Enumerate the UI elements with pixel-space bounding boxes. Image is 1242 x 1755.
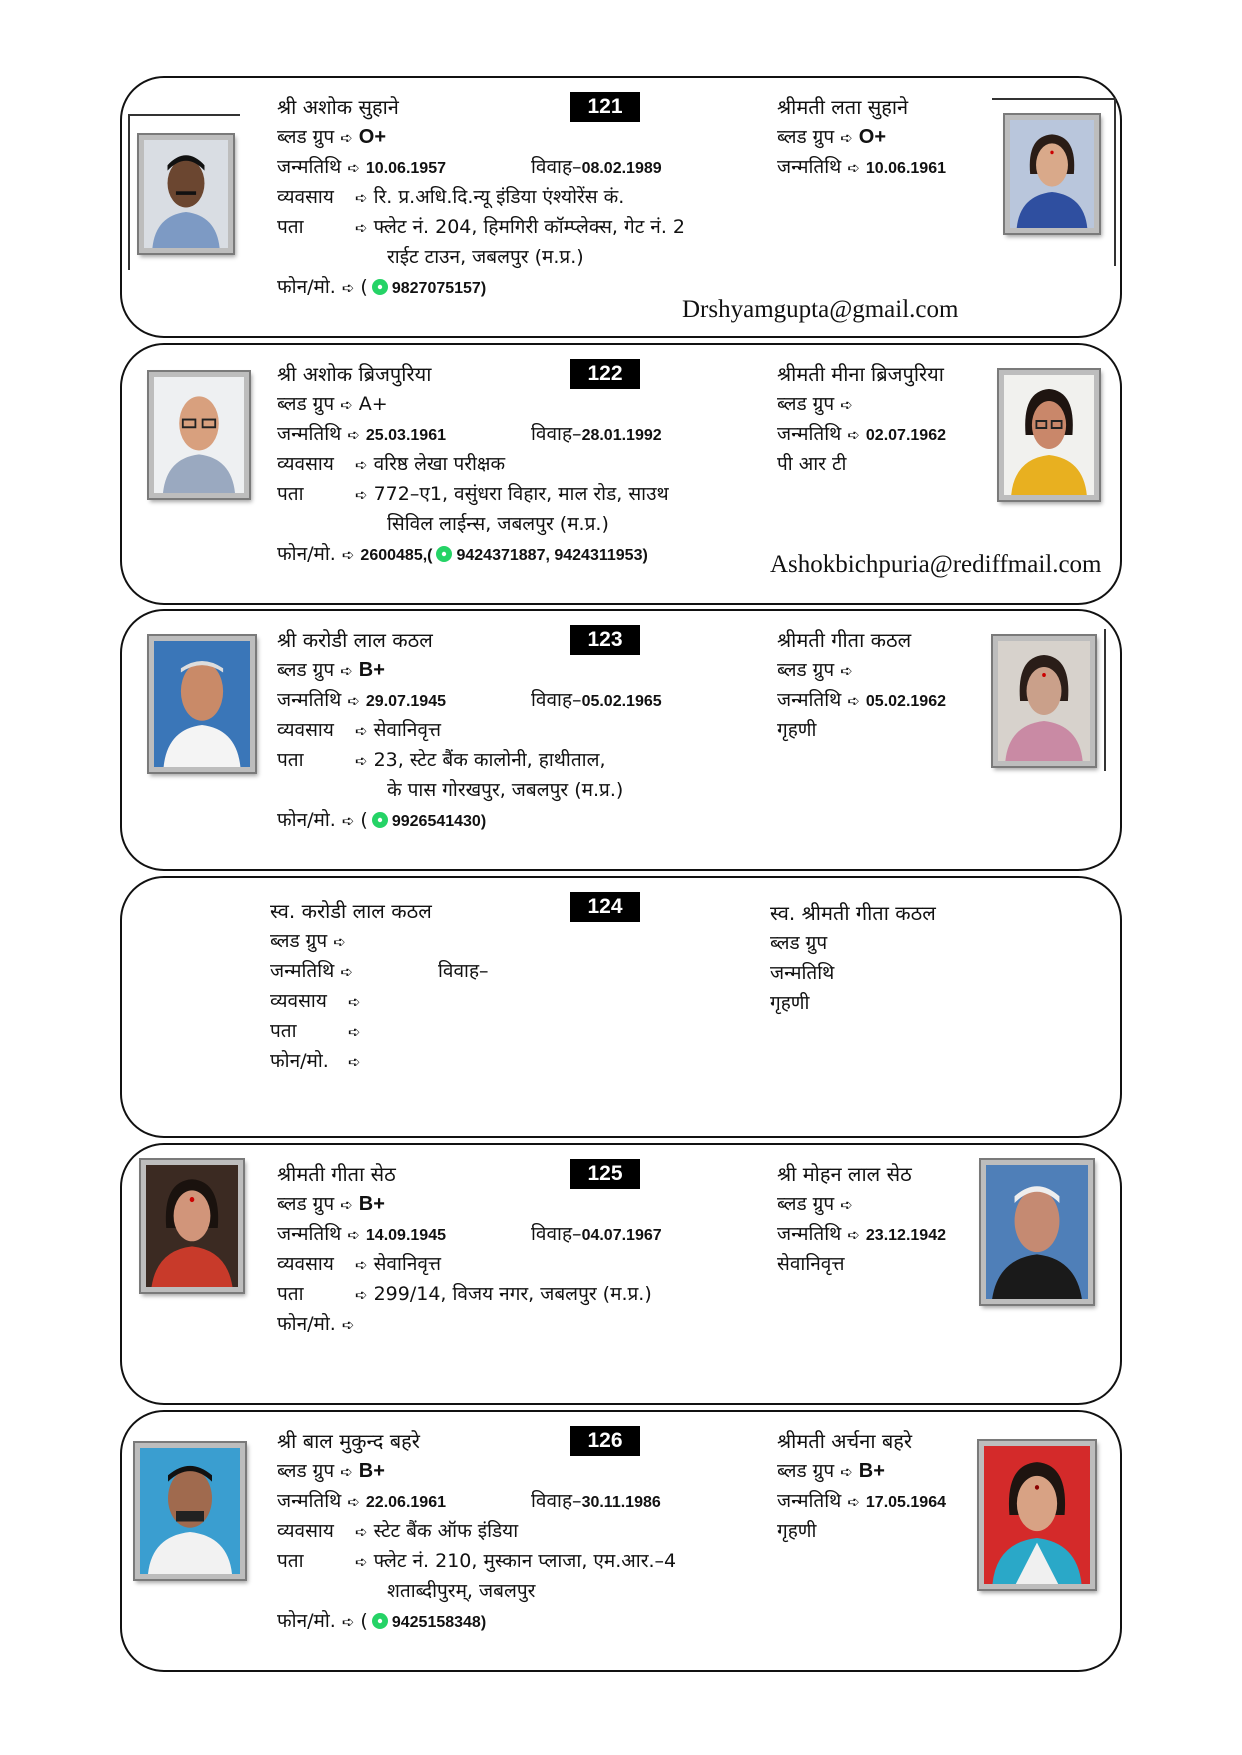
- arrow-icon: ➪: [355, 722, 368, 740]
- wife-name: श्री मोहन लाल सेठ: [777, 1162, 912, 1186]
- husband-blood: A+: [358, 393, 388, 415]
- contact-email: Ashokbichpuria@rediffmail.com: [770, 551, 1102, 578]
- husband-occupation: वरिष्ठ लेखा परीक्षक: [373, 453, 506, 475]
- arrow-icon: ➪: [840, 129, 853, 147]
- arrow-icon: ➪: [341, 279, 355, 297]
- dob-label: जन्मतिथि: [277, 423, 342, 445]
- marriage-date: 08.02.1989: [581, 160, 662, 177]
- husband-occupation-row: [270, 986, 810, 1016]
- husband-blood: B+: [358, 1460, 385, 1482]
- address-label: पता: [277, 216, 304, 238]
- marriage-date: 30.11.1986: [581, 1494, 661, 1511]
- marriage-field: [438, 956, 489, 986]
- wife-dob: 02.07.1962: [865, 427, 946, 444]
- husband-address-line2: के पास गोरखपुर, जबलपुर (म.प्र.): [387, 779, 624, 801]
- husband-address-row: [277, 1279, 817, 1309]
- blood-label: ब्लड ग्रुप: [277, 393, 335, 415]
- marriage-field: [531, 419, 662, 451]
- arrow-icon: ➪: [347, 1226, 360, 1244]
- entry-number: 125: [570, 1159, 640, 1189]
- wife-details: [770, 898, 1000, 1018]
- occupation-label: व्यवसाय: [277, 453, 334, 475]
- marriage-date: 04.07.1967: [581, 1227, 662, 1244]
- arrow-icon: ➪: [347, 426, 360, 444]
- phone-prefix: (: [360, 276, 368, 298]
- husband-address-line2: शताब्दीपुरम्, जबलपुर: [387, 1580, 536, 1602]
- arrow-icon: ➪: [341, 1316, 355, 1334]
- wife-details: [777, 1159, 1007, 1279]
- arrow-icon: ➪: [847, 692, 860, 710]
- dob-label: जन्मतिथि: [777, 689, 842, 711]
- husband-name: श्री करोडी लाल कठल: [277, 628, 433, 652]
- wife-dob-row: [777, 685, 1007, 715]
- husband-name: श्री अशोक सुहाने: [277, 95, 399, 119]
- arrow-icon: ➪: [355, 1523, 368, 1541]
- wife-details: [777, 1426, 1007, 1546]
- husband-dob: 10.06.1957: [365, 160, 446, 177]
- husband-blood-row: [277, 1189, 817, 1219]
- wife-dob-row: [777, 1486, 1007, 1516]
- husband-name: श्री अशोक ब्रिजपुरिया: [277, 362, 432, 386]
- husband-blood-row: [277, 122, 817, 152]
- husband-details: [277, 359, 817, 569]
- blood-label: ब्लड ग्रुप: [777, 393, 835, 415]
- husband-dob-row: [277, 152, 817, 182]
- arrow-icon: ➪: [347, 1493, 360, 1511]
- marriage-label: विवाह–: [531, 156, 582, 178]
- marriage-label: विवाह–: [531, 689, 582, 711]
- wife-name: श्रीमती अर्चना बहरे: [777, 1429, 913, 1453]
- wife-extra: गृहणी: [777, 1520, 817, 1542]
- phone-label: फोन/मो.: [270, 1050, 329, 1072]
- entry-number: 123: [570, 625, 640, 655]
- arrow-icon: ➪: [340, 1196, 353, 1214]
- wife-dob: 10.06.1961: [865, 160, 946, 177]
- husband-phone-row: [270, 1046, 810, 1076]
- member-card-121: [120, 76, 1122, 338]
- occupation-label: व्यवसाय: [270, 990, 327, 1012]
- husband-blood-row: [277, 655, 817, 685]
- dob-label: जन्मतिथि: [777, 1490, 842, 1512]
- arrow-icon: ➪: [340, 662, 353, 680]
- blood-label: ब्लड ग्रुप: [777, 1460, 835, 1482]
- member-card-124: [120, 876, 1122, 1138]
- arrow-icon: ➪: [341, 812, 355, 830]
- member-card-126: [120, 1410, 1122, 1672]
- husband-details: [277, 625, 817, 835]
- husband-dob-row: [277, 419, 817, 449]
- dob-label: जन्मतिथि: [277, 1223, 342, 1245]
- wife-blood-label: ब्लड ग्रुप: [770, 932, 828, 954]
- husband-dob-row: [277, 1486, 817, 1516]
- arrow-icon: ➪: [355, 1286, 368, 1304]
- address-label: पता: [277, 749, 304, 771]
- wife-name: स्व. श्रीमती गीता कठल: [770, 901, 936, 925]
- husband-address-line1: 23, स्टेट बैंक कालोनी, हाथीताल,: [373, 749, 606, 771]
- phone-label: फोन/मो.: [277, 809, 336, 831]
- husband-blood: O+: [358, 126, 387, 148]
- blood-label: ब्लड ग्रुप: [270, 930, 328, 952]
- arrow-icon: ➪: [840, 396, 853, 414]
- husband-dob: 22.06.1961: [365, 1494, 446, 1511]
- blood-label: ब्लड ग्रुप: [277, 1193, 335, 1215]
- blood-label: ब्लड ग्रुप: [277, 126, 335, 148]
- phone-label: फोन/मो.: [277, 543, 336, 565]
- phone-prefix: (: [360, 809, 368, 831]
- arrow-icon: ➪: [355, 486, 368, 504]
- husband-occupation-row: [277, 449, 817, 479]
- husband-details: [277, 1159, 817, 1339]
- wife-dob: 05.02.1962: [865, 693, 946, 710]
- marriage-field: [531, 152, 662, 184]
- member-card-122: [120, 343, 1122, 605]
- blood-label: ब्लड ग्रुप: [777, 659, 835, 681]
- arrow-icon: ➪: [355, 752, 368, 770]
- phone-prefix: 2600485,(: [360, 547, 433, 564]
- husband-phone-row: [277, 805, 817, 835]
- husband-address-line2: राईट टाउन, जबलपुर (म.प्र.): [387, 246, 584, 268]
- wife-dob-row: [777, 152, 1007, 182]
- husband-phone: 9424371887, 9424311953): [456, 547, 648, 564]
- occupation-label: व्यवसाय: [277, 1520, 334, 1542]
- arrow-icon: ➪: [840, 1463, 853, 1481]
- husband-address-line1: फ्लेट नं. 204, हिमगिरी कॉम्प्लेक्स, गेट नं. 2: [373, 216, 686, 238]
- member-card-123: [120, 609, 1122, 871]
- wife-blood: B+: [858, 1460, 885, 1482]
- wife-photo: [992, 635, 1096, 767]
- husband-occupation: रि. प्र.अधि.दि.न्यू इंडिया एंश्योरेंस कं.: [373, 186, 625, 208]
- marriage-date: 28.01.1992: [581, 427, 662, 444]
- husband-photo: [148, 371, 250, 499]
- husband-address-line1: 772–ए1, वसुंधरा विहार, माल रोड, साउथ: [373, 483, 669, 505]
- husband-phone-row: [277, 1309, 817, 1339]
- wife-extra: सेवानिवृत्त: [777, 1253, 845, 1275]
- arrow-icon: ➪: [840, 1196, 853, 1214]
- arrow-icon: ➪: [355, 1553, 368, 1571]
- husband-address-line1: फ्लेट नं. 210, मुस्कान प्लाजा, एम.आर.–4: [373, 1550, 677, 1572]
- marriage-label: विवाह–: [531, 1223, 582, 1245]
- arrow-icon: ➪: [348, 1053, 361, 1071]
- husband-address-line2: सिविल लाईन्स, जबलपुर (म.प्र.): [387, 513, 609, 535]
- husband-occupation: सेवानिवृत्त: [373, 719, 442, 741]
- dob-label: जन्मतिथि: [777, 1223, 842, 1245]
- arrow-icon: ➪: [340, 396, 353, 414]
- entry-number: 121: [570, 92, 640, 122]
- dob-label: जन्मतिथि: [277, 1490, 342, 1512]
- marriage-date: 05.02.1965: [581, 693, 662, 710]
- phone-label: फोन/मो.: [277, 1313, 336, 1335]
- arrow-icon: ➪: [348, 993, 361, 1011]
- wife-name: श्रीमती मीना ब्रिजपुरिया: [777, 362, 944, 386]
- contact-email: Drshyamgupta@gmail.com: [682, 296, 959, 323]
- member-card-125: [120, 1143, 1122, 1405]
- wife-extra: गृहणी: [770, 992, 810, 1014]
- blood-label: ब्लड ग्रुप: [777, 126, 835, 148]
- arrow-icon: ➪: [847, 1226, 860, 1244]
- entry-number: 124: [570, 892, 640, 922]
- husband-dob-row: [270, 956, 810, 986]
- wife-photo: [1004, 114, 1100, 234]
- husband-dob-row: [277, 685, 817, 715]
- wife-extra: गृहणी: [777, 719, 817, 741]
- husband-name: श्री बाल मुकुन्द बहरे: [277, 1429, 420, 1453]
- phone-label: फोन/मो.: [277, 1610, 336, 1632]
- husband-occupation: स्टेट बैंक ऑफ इंडिया: [373, 1520, 519, 1542]
- wife-blood: O+: [858, 126, 887, 148]
- wife-name: श्रीमती लता सुहाने: [777, 95, 909, 119]
- husband-occupation-row: [277, 1249, 817, 1279]
- husband-occupation-row: [277, 182, 817, 212]
- whatsapp-icon: [372, 812, 388, 828]
- wife-dob: 23.12.1942: [865, 1227, 946, 1244]
- dob-label: जन्मतिथि: [777, 423, 842, 445]
- blood-label: ब्लड ग्रुप: [277, 1460, 335, 1482]
- arrow-icon: ➪: [347, 692, 360, 710]
- husband-phone: 9827075157): [391, 280, 487, 297]
- wife-blood-row: [777, 1456, 1007, 1486]
- husband-blood-row: [270, 926, 810, 956]
- address-label: पता: [277, 483, 304, 505]
- marriage-field: [531, 1219, 662, 1251]
- husband-address-row: [277, 745, 817, 775]
- husband-phone: 9926541430): [391, 813, 487, 830]
- husband-address-row: [277, 212, 817, 242]
- arrow-icon: ➪: [847, 1493, 860, 1511]
- wife-blood-row: [777, 389, 1007, 419]
- husband-dob: 14.09.1945: [365, 1227, 446, 1244]
- marriage-label: विवाह–: [531, 1490, 582, 1512]
- marriage-label: विवाह–: [438, 960, 489, 982]
- arrow-icon: ➪: [333, 933, 346, 951]
- husband-phone-row: [277, 1606, 817, 1636]
- entry-number: 122: [570, 359, 640, 389]
- husband-details: [277, 92, 817, 302]
- husband-phone: 9425158348): [391, 1614, 487, 1631]
- wife-dob-label: जन्मतिथि: [770, 962, 835, 984]
- husband-details: [270, 896, 810, 1076]
- blood-label: ब्लड ग्रुप: [277, 659, 335, 681]
- dob-label: जन्मतिथि: [277, 156, 342, 178]
- arrow-icon: ➪: [355, 219, 368, 237]
- dob-label: जन्मतिथि: [777, 156, 842, 178]
- phone-label: फोन/मो.: [277, 276, 336, 298]
- wife-dob-row: [777, 419, 1007, 449]
- entry-number: 126: [570, 1426, 640, 1456]
- arrow-icon: ➪: [355, 1256, 368, 1274]
- wife-dob-row: [777, 1219, 1007, 1249]
- dob-label: जन्मतिथि: [270, 960, 335, 982]
- husband-photo: [140, 1159, 244, 1293]
- address-label: पता: [270, 1020, 297, 1042]
- address-label: पता: [277, 1550, 304, 1572]
- husband-occupation-row: [277, 715, 817, 745]
- arrow-icon: ➪: [348, 1023, 361, 1041]
- husband-photo: [148, 635, 256, 773]
- arrow-icon: ➪: [341, 546, 355, 564]
- husband-blood-row: [277, 1456, 817, 1486]
- arrow-icon: ➪: [355, 189, 368, 207]
- arrow-icon: ➪: [840, 662, 853, 680]
- husband-details: [277, 1426, 817, 1636]
- arrow-icon: ➪: [340, 129, 353, 147]
- husband-occupation-row: [277, 1516, 817, 1546]
- photo-frame-decor: [1104, 629, 1106, 771]
- arrow-icon: ➪: [340, 963, 353, 981]
- marriage-field: [531, 685, 662, 717]
- dob-label: जन्मतिथि: [277, 689, 342, 711]
- wife-blood-row: [777, 655, 1007, 685]
- whatsapp-icon: [372, 1613, 388, 1629]
- husband-blood: B+: [358, 1193, 385, 1215]
- wife-photo: [978, 1440, 1096, 1590]
- arrow-icon: ➪: [341, 1613, 355, 1631]
- husband-address-line1: 299/14, विजय नगर, जबलपुर (म.प्र.): [373, 1283, 652, 1305]
- arrow-icon: ➪: [847, 426, 860, 444]
- marriage-label: विवाह–: [531, 423, 582, 445]
- occupation-label: व्यवसाय: [277, 186, 334, 208]
- occupation-label: व्यवसाय: [277, 719, 334, 741]
- wife-photo: [980, 1159, 1094, 1305]
- arrow-icon: ➪: [340, 1463, 353, 1481]
- husband-dob-row: [277, 1219, 817, 1249]
- husband-address-row: [270, 1016, 810, 1046]
- wife-dob: 17.05.1964: [865, 1494, 946, 1511]
- wife-details: [777, 359, 1007, 479]
- wife-blood-row: [777, 122, 1007, 152]
- husband-dob: 25.03.1961: [365, 427, 446, 444]
- address-label: पता: [277, 1283, 304, 1305]
- husband-blood-row: [277, 389, 817, 419]
- husband-occupation: सेवानिवृत्त: [373, 1253, 442, 1275]
- marriage-field: [531, 1486, 661, 1518]
- wife-details: [777, 92, 1007, 182]
- occupation-label: व्यवसाय: [277, 1253, 334, 1275]
- whatsapp-icon: [436, 546, 452, 562]
- husband-photo: [138, 134, 234, 254]
- blood-label: ब्लड ग्रुप: [777, 1193, 835, 1215]
- husband-blood: B+: [358, 659, 385, 681]
- husband-address-row: [277, 1546, 817, 1576]
- arrow-icon: ➪: [355, 456, 368, 474]
- husband-photo: [134, 1442, 246, 1580]
- arrow-icon: ➪: [847, 159, 860, 177]
- arrow-icon: ➪: [347, 159, 360, 177]
- husband-name: श्रीमती गीता सेठ: [277, 1162, 396, 1186]
- wife-extra: पी आर टी: [777, 453, 847, 475]
- husband-phone-row: [277, 539, 817, 569]
- wife-details: [777, 625, 1007, 745]
- husband-address-row: [277, 479, 817, 509]
- husband-name: स्व. करोडी लाल कठल: [270, 899, 432, 923]
- phone-prefix: (: [360, 1610, 368, 1632]
- whatsapp-icon: [372, 279, 388, 295]
- wife-name: श्रीमती गीता कठल: [777, 628, 912, 652]
- wife-photo: [998, 369, 1100, 501]
- wife-blood-row: [777, 1189, 1007, 1219]
- husband-dob: 29.07.1945: [365, 693, 446, 710]
